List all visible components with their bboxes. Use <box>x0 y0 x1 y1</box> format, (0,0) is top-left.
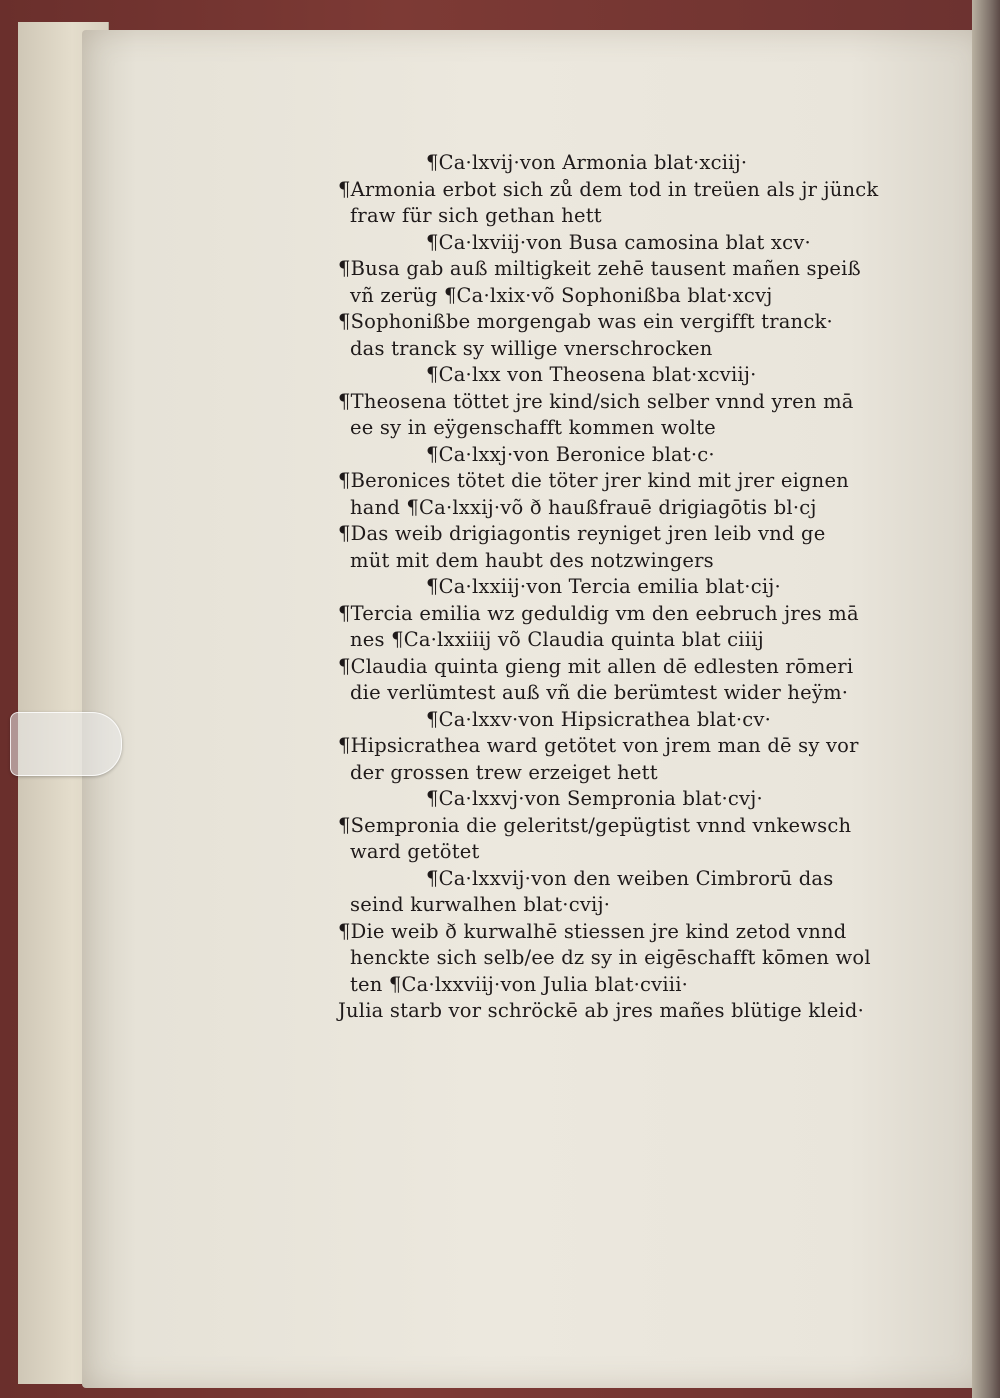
text-line: nes ¶Ca·lxxiiij võ Claudia quinta blat ciiij <box>350 628 764 651</box>
text-line: fraw für sich gethan hett <box>350 204 602 227</box>
text-line: vñ zerüg ¶Ca·lxix·võ Sophonißba blat·xcvj <box>350 283 773 307</box>
text-line: ¶Sophonißbe morgengab was ein vergifft tranck· <box>338 310 833 333</box>
text-line: ¶Hipsicrathea ward getötet von jrem man dē sy vor <box>338 734 859 757</box>
text-line: ¶Ca·lxviij·von Busa camosina blat xcv· <box>426 230 811 254</box>
text-line: ¶Ca·lxxvj·von Sempronia blat·cvj· <box>426 787 763 810</box>
text-line: ¶Das weib drigiagontis reyniget jren leib vnd ge <box>338 522 826 545</box>
text-line: hand ¶Ca·lxxij·võ ð haußfrauē drigiagōtis bl·cj <box>350 495 817 519</box>
text-line: Julia starb vor schröckē ab jres mañes blütige kleid· <box>338 999 864 1022</box>
text-line: der grossen trew erzeiget hett <box>350 760 658 784</box>
text-line: ¶Armonia erbot sich zů dem tod in treüen als jr jünck <box>338 177 879 201</box>
text-line: ten ¶Ca·lxxviij·von Julia blat·cviii· <box>350 972 689 996</box>
text-line: das tranck sy willige vnerschrocken <box>350 336 713 360</box>
plastic-page-clip <box>10 712 122 776</box>
text-line: ee sy in eÿgenschafft kommen wolte <box>350 416 716 439</box>
book-gutter <box>972 0 1000 1398</box>
text-line: ¶Tercia emilia wz geduldig vm den eebruch jres mā <box>338 601 859 625</box>
text-line: ¶Busa gab auß miltigkeit zehē tausent mañen speiß <box>338 257 861 280</box>
text-line: ¶Sempronia die geleritst/gepügtist vnnd vnkewsch <box>338 813 852 837</box>
text-line: ¶Die weib ð kurwalhē stiessen jre kind zetod vnnd <box>338 919 847 943</box>
text-line: ¶Claudia quinta gieng mit allen dē edlesten rōmeri <box>338 654 854 678</box>
text-line: die verlümtest auß vñ die berümtest wider heÿm· <box>350 681 849 704</box>
text-line: ¶Ca·lxxiij·von Tercia emilia blat·cij· <box>426 575 781 598</box>
text-line: ¶Theosena töttet jre kind/sich selber vnnd yren mā <box>338 389 854 413</box>
page-text-block <box>338 150 878 1025</box>
text-line: ¶Ca·lxxvij·von den weiben Cimbrorū das <box>426 866 834 890</box>
text-line: ¶Ca·lxvij·von Armonia blat·xciij· <box>426 151 748 174</box>
text-line: henckte sich selb/ee dz sy in eigēschafft kōmen wol <box>350 946 871 969</box>
text-line: ¶Beronices tötet die töter jrer kind mit jrer eignen <box>338 469 849 492</box>
text-line: seind kurwalhen blat·cvij· <box>350 893 611 916</box>
text-line: ¶Ca·lxxv·von Hipsicrathea blat·cv· <box>426 707 772 731</box>
text-line: ¶Ca·lxxj·von Beronice blat·c· <box>426 442 715 466</box>
text-line: ¶Ca·lxx von Theosena blat·xcviij· <box>426 363 757 386</box>
text-line: ward getötet <box>350 840 480 863</box>
text-line: müt mit dem haubt des notzwingers <box>350 548 714 572</box>
